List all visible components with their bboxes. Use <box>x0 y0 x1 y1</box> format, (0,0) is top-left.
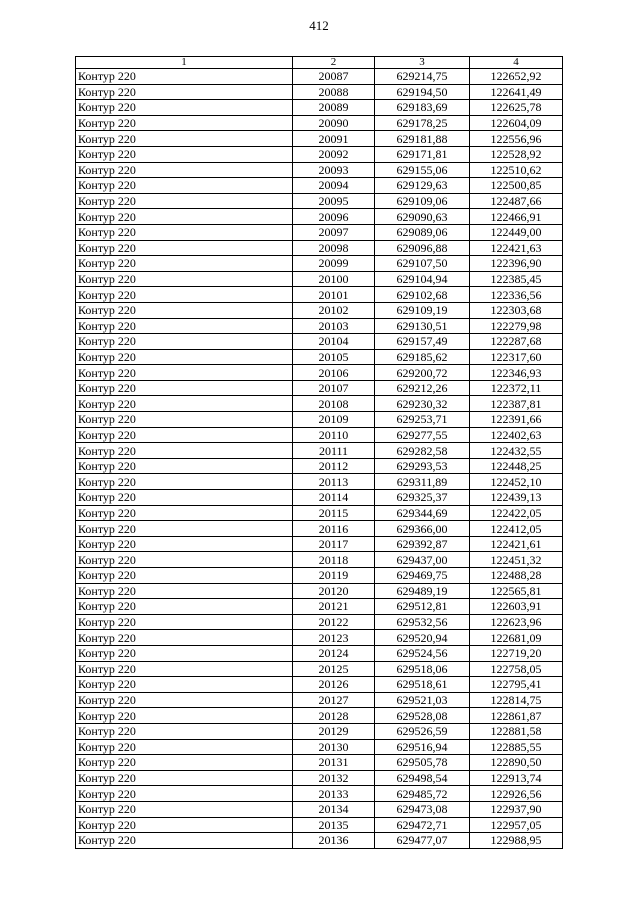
contour-name-cell: Контур 220 <box>76 256 293 272</box>
point-number-cell: 20088 <box>293 84 375 100</box>
point-number-cell: 20119 <box>293 568 375 584</box>
contour-name-cell: Контур 220 <box>76 614 293 630</box>
contour-name-cell: Контур 220 <box>76 443 293 459</box>
point-number-cell: 20098 <box>293 240 375 256</box>
x-coordinate-cell: 629089,06 <box>375 224 470 240</box>
table-row <box>76 739 563 755</box>
contour-name-cell: Контур 220 <box>76 302 293 318</box>
point-number-cell: 20092 <box>293 146 375 162</box>
header-col-1: 1 <box>76 57 293 69</box>
table-row <box>76 770 563 786</box>
table-row <box>76 521 563 537</box>
table-row <box>76 645 563 661</box>
contour-name-cell: Контур 220 <box>76 131 293 147</box>
contour-name-cell: Контур 220 <box>76 427 293 443</box>
contour-name-cell: Контур 220 <box>76 817 293 833</box>
y-coordinate-cell: 122603,91 <box>470 599 563 615</box>
point-number-cell: 20122 <box>293 614 375 630</box>
table-row <box>76 583 563 599</box>
point-number-cell: 20125 <box>293 661 375 677</box>
table-row <box>76 630 563 646</box>
x-coordinate-cell: 629157,49 <box>375 334 470 350</box>
x-coordinate-cell: 629200,72 <box>375 365 470 381</box>
point-number-cell: 20099 <box>293 256 375 272</box>
contour-name-cell: Контур 220 <box>76 505 293 521</box>
x-coordinate-cell: 629090,63 <box>375 209 470 225</box>
point-number-cell: 20100 <box>293 271 375 287</box>
contour-name-cell: Контур 220 <box>76 770 293 786</box>
table-row <box>76 833 563 849</box>
point-number-cell: 20126 <box>293 677 375 693</box>
table-row <box>76 193 563 209</box>
point-number-cell: 20128 <box>293 708 375 724</box>
table-row <box>76 490 563 506</box>
x-coordinate-cell: 629498,54 <box>375 770 470 786</box>
contour-name-cell: Контур 220 <box>76 521 293 537</box>
point-number-cell: 20117 <box>293 536 375 552</box>
y-coordinate-cell: 122937,90 <box>470 801 563 817</box>
y-coordinate-cell: 122391,66 <box>470 412 563 428</box>
x-coordinate-cell: 629194,50 <box>375 84 470 100</box>
table-row <box>76 162 563 178</box>
contour-name-cell: Контур 220 <box>76 84 293 100</box>
y-coordinate-cell: 122387,81 <box>470 396 563 412</box>
point-number-cell: 20095 <box>293 193 375 209</box>
table-row <box>76 318 563 334</box>
table-row <box>76 84 563 100</box>
table-row <box>76 146 563 162</box>
y-coordinate-cell: 122604,09 <box>470 115 563 131</box>
point-number-cell: 20108 <box>293 396 375 412</box>
contour-name-cell: Контур 220 <box>76 786 293 802</box>
contour-name-cell: Контур 220 <box>76 396 293 412</box>
contour-name-cell: Контур 220 <box>76 645 293 661</box>
point-number-cell: 20103 <box>293 318 375 334</box>
x-coordinate-cell: 629171,81 <box>375 146 470 162</box>
contour-name-cell: Контур 220 <box>76 692 293 708</box>
table-row <box>76 474 563 490</box>
contour-name-cell: Контур 220 <box>76 380 293 396</box>
coordinates-table <box>75 56 563 849</box>
table-row <box>76 178 563 194</box>
y-coordinate-cell: 122279,98 <box>470 318 563 334</box>
x-coordinate-cell: 629516,94 <box>375 739 470 755</box>
contour-name-cell: Контур 220 <box>76 193 293 209</box>
y-coordinate-cell: 122336,56 <box>470 287 563 303</box>
y-coordinate-cell: 122528,92 <box>470 146 563 162</box>
contour-name-cell: Контур 220 <box>76 599 293 615</box>
contour-name-cell: Контур 220 <box>76 490 293 506</box>
y-coordinate-cell: 122758,05 <box>470 661 563 677</box>
contour-name-cell: Контур 220 <box>76 365 293 381</box>
x-coordinate-cell: 629282,58 <box>375 443 470 459</box>
contour-name-cell: Контур 220 <box>76 833 293 849</box>
y-coordinate-cell: 122988,95 <box>470 833 563 849</box>
x-coordinate-cell: 629472,71 <box>375 817 470 833</box>
contour-name-cell: Контур 220 <box>76 334 293 350</box>
y-coordinate-cell: 122396,90 <box>470 256 563 272</box>
x-coordinate-cell: 629181,88 <box>375 131 470 147</box>
contour-name-cell: Контур 220 <box>76 287 293 303</box>
table-row <box>76 271 563 287</box>
x-coordinate-cell: 629230,32 <box>375 396 470 412</box>
table-row <box>76 334 563 350</box>
x-coordinate-cell: 629532,56 <box>375 614 470 630</box>
x-coordinate-cell: 629325,37 <box>375 490 470 506</box>
y-coordinate-cell: 122466,91 <box>470 209 563 225</box>
y-coordinate-cell: 122681,09 <box>470 630 563 646</box>
y-coordinate-cell: 122287,68 <box>470 334 563 350</box>
x-coordinate-cell: 629104,94 <box>375 271 470 287</box>
point-number-cell: 20131 <box>293 755 375 771</box>
point-number-cell: 20129 <box>293 723 375 739</box>
contour-name-cell: Контур 220 <box>76 224 293 240</box>
contour-name-cell: Контур 220 <box>76 630 293 646</box>
table-row <box>76 708 563 724</box>
point-number-cell: 20111 <box>293 443 375 459</box>
y-coordinate-cell: 122623,96 <box>470 614 563 630</box>
y-coordinate-cell: 122957,05 <box>470 817 563 833</box>
point-number-cell: 20112 <box>293 458 375 474</box>
contour-name-cell: Контур 220 <box>76 209 293 225</box>
x-coordinate-cell: 629526,59 <box>375 723 470 739</box>
table-row <box>76 427 563 443</box>
x-coordinate-cell: 629214,75 <box>375 69 470 85</box>
point-number-cell: 20127 <box>293 692 375 708</box>
contour-name-cell: Контур 220 <box>76 723 293 739</box>
point-number-cell: 20106 <box>293 365 375 381</box>
contour-name-cell: Контур 220 <box>76 69 293 85</box>
table-row <box>76 614 563 630</box>
contour-name-cell: Контур 220 <box>76 349 293 365</box>
table-row <box>76 599 563 615</box>
table-row <box>76 131 563 147</box>
point-number-cell: 20102 <box>293 302 375 318</box>
x-coordinate-cell: 629102,68 <box>375 287 470 303</box>
y-coordinate-cell: 122861,87 <box>470 708 563 724</box>
y-coordinate-cell: 122317,60 <box>470 349 563 365</box>
contour-name-cell: Контур 220 <box>76 115 293 131</box>
point-number-cell: 20109 <box>293 412 375 428</box>
x-coordinate-cell: 629524,56 <box>375 645 470 661</box>
table-row <box>76 536 563 552</box>
table-row <box>76 209 563 225</box>
x-coordinate-cell: 629366,00 <box>375 521 470 537</box>
table-row <box>76 69 563 85</box>
contour-name-cell: Контур 220 <box>76 536 293 552</box>
table-row <box>76 256 563 272</box>
table-row <box>76 443 563 459</box>
x-coordinate-cell: 629109,19 <box>375 302 470 318</box>
y-coordinate-cell: 122449,00 <box>470 224 563 240</box>
contour-name-cell: Контур 220 <box>76 100 293 116</box>
x-coordinate-cell: 629096,88 <box>375 240 470 256</box>
y-coordinate-cell: 122385,45 <box>470 271 563 287</box>
x-coordinate-cell: 629528,08 <box>375 708 470 724</box>
point-number-cell: 20089 <box>293 100 375 116</box>
x-coordinate-cell: 629344,69 <box>375 505 470 521</box>
y-coordinate-cell: 122881,58 <box>470 723 563 739</box>
table-row <box>76 349 563 365</box>
contour-name-cell: Контур 220 <box>76 271 293 287</box>
point-number-cell: 20091 <box>293 131 375 147</box>
contour-name-cell: Контур 220 <box>76 474 293 490</box>
point-number-cell: 20104 <box>293 334 375 350</box>
x-coordinate-cell: 629485,72 <box>375 786 470 802</box>
x-coordinate-cell: 629477,07 <box>375 833 470 849</box>
header-col-4: 4 <box>470 57 563 69</box>
point-number-cell: 20118 <box>293 552 375 568</box>
table-row <box>76 302 563 318</box>
y-coordinate-cell: 122412,05 <box>470 521 563 537</box>
y-coordinate-cell: 122346,93 <box>470 365 563 381</box>
y-coordinate-cell: 122421,63 <box>470 240 563 256</box>
contour-name-cell: Контур 220 <box>76 583 293 599</box>
table-row <box>76 723 563 739</box>
contour-name-cell: Контур 220 <box>76 240 293 256</box>
table-row <box>76 412 563 428</box>
point-number-cell: 20094 <box>293 178 375 194</box>
x-coordinate-cell: 629293,53 <box>375 458 470 474</box>
table-row <box>76 115 563 131</box>
x-coordinate-cell: 629277,55 <box>375 427 470 443</box>
y-coordinate-cell: 122432,55 <box>470 443 563 459</box>
contour-name-cell: Контур 220 <box>76 318 293 334</box>
y-coordinate-cell: 122452,10 <box>470 474 563 490</box>
y-coordinate-cell: 122500,85 <box>470 178 563 194</box>
y-coordinate-cell: 122719,20 <box>470 645 563 661</box>
y-coordinate-cell: 122795,41 <box>470 677 563 693</box>
x-coordinate-cell: 629109,06 <box>375 193 470 209</box>
point-number-cell: 20110 <box>293 427 375 443</box>
table-row <box>76 100 563 116</box>
table-row <box>76 786 563 802</box>
table-row <box>76 692 563 708</box>
point-number-cell: 20124 <box>293 645 375 661</box>
contour-name-cell: Контур 220 <box>76 412 293 428</box>
point-number-cell: 20115 <box>293 505 375 521</box>
contour-name-cell: Контур 220 <box>76 552 293 568</box>
table-row <box>76 677 563 693</box>
x-coordinate-cell: 629473,08 <box>375 801 470 817</box>
x-coordinate-cell: 629155,06 <box>375 162 470 178</box>
point-number-cell: 20121 <box>293 599 375 615</box>
header-col-3: 3 <box>375 57 470 69</box>
table-row <box>76 661 563 677</box>
point-number-cell: 20120 <box>293 583 375 599</box>
y-coordinate-cell: 122422,05 <box>470 505 563 521</box>
y-coordinate-cell: 122556,96 <box>470 131 563 147</box>
point-number-cell: 20087 <box>293 69 375 85</box>
x-coordinate-cell: 629512,81 <box>375 599 470 615</box>
point-number-cell: 20116 <box>293 521 375 537</box>
point-number-cell: 20090 <box>293 115 375 131</box>
table-row <box>76 224 563 240</box>
y-coordinate-cell: 122885,55 <box>470 739 563 755</box>
x-coordinate-cell: 629469,75 <box>375 568 470 584</box>
x-coordinate-cell: 629253,71 <box>375 412 470 428</box>
y-coordinate-cell: 122451,32 <box>470 552 563 568</box>
x-coordinate-cell: 629437,00 <box>375 552 470 568</box>
x-coordinate-cell: 629130,51 <box>375 318 470 334</box>
point-number-cell: 20136 <box>293 833 375 849</box>
table-row <box>76 240 563 256</box>
contour-name-cell: Контур 220 <box>76 708 293 724</box>
y-coordinate-cell: 122421,61 <box>470 536 563 552</box>
point-number-cell: 20114 <box>293 490 375 506</box>
y-coordinate-cell: 122641,49 <box>470 84 563 100</box>
contour-name-cell: Контур 220 <box>76 661 293 677</box>
point-number-cell: 20113 <box>293 474 375 490</box>
table-row <box>76 552 563 568</box>
y-coordinate-cell: 122303,68 <box>470 302 563 318</box>
table-row <box>76 396 563 412</box>
x-coordinate-cell: 629520,94 <box>375 630 470 646</box>
x-coordinate-cell: 629183,69 <box>375 100 470 116</box>
point-number-cell: 20097 <box>293 224 375 240</box>
table-row <box>76 505 563 521</box>
header-col-2: 2 <box>293 57 375 69</box>
table-row <box>76 380 563 396</box>
table-row <box>76 287 563 303</box>
table-header <box>76 57 563 69</box>
y-coordinate-cell: 122890,50 <box>470 755 563 771</box>
x-coordinate-cell: 629185,62 <box>375 349 470 365</box>
point-number-cell: 20133 <box>293 786 375 802</box>
table-row <box>76 568 563 584</box>
table-row <box>76 458 563 474</box>
x-coordinate-cell: 629178,25 <box>375 115 470 131</box>
point-number-cell: 20101 <box>293 287 375 303</box>
point-number-cell: 20105 <box>293 349 375 365</box>
y-coordinate-cell: 122565,81 <box>470 583 563 599</box>
y-coordinate-cell: 122913,74 <box>470 770 563 786</box>
x-coordinate-cell: 629489,19 <box>375 583 470 599</box>
y-coordinate-cell: 122448,25 <box>470 458 563 474</box>
y-coordinate-cell: 122652,92 <box>470 69 563 85</box>
y-coordinate-cell: 122926,56 <box>470 786 563 802</box>
y-coordinate-cell: 122814,75 <box>470 692 563 708</box>
point-number-cell: 20107 <box>293 380 375 396</box>
contour-name-cell: Контур 220 <box>76 755 293 771</box>
x-coordinate-cell: 629518,61 <box>375 677 470 693</box>
contour-name-cell: Контур 220 <box>76 677 293 693</box>
point-number-cell: 20093 <box>293 162 375 178</box>
x-coordinate-cell: 629518,06 <box>375 661 470 677</box>
y-coordinate-cell: 122510,62 <box>470 162 563 178</box>
x-coordinate-cell: 629521,03 <box>375 692 470 708</box>
point-number-cell: 20096 <box>293 209 375 225</box>
page-number: 412 <box>309 18 329 33</box>
point-number-cell: 20132 <box>293 770 375 786</box>
y-coordinate-cell: 122372,11 <box>470 380 563 396</box>
y-coordinate-cell: 122402,63 <box>470 427 563 443</box>
x-coordinate-cell: 629311,89 <box>375 474 470 490</box>
x-coordinate-cell: 629212,26 <box>375 380 470 396</box>
point-number-cell: 20135 <box>293 817 375 833</box>
point-number-cell: 20134 <box>293 801 375 817</box>
contour-name-cell: Контур 220 <box>76 458 293 474</box>
x-coordinate-cell: 629129,63 <box>375 178 470 194</box>
point-number-cell: 20130 <box>293 739 375 755</box>
table-row <box>76 755 563 771</box>
y-coordinate-cell: 122487,66 <box>470 193 563 209</box>
y-coordinate-cell: 122625,78 <box>470 100 563 116</box>
contour-name-cell: Контур 220 <box>76 146 293 162</box>
header-row <box>76 57 563 69</box>
table-row <box>76 365 563 381</box>
point-number-cell: 20123 <box>293 630 375 646</box>
y-coordinate-cell: 122439,13 <box>470 490 563 506</box>
contour-name-cell: Контур 220 <box>76 178 293 194</box>
x-coordinate-cell: 629392,87 <box>375 536 470 552</box>
x-coordinate-cell: 629107,50 <box>375 256 470 272</box>
table-row <box>76 801 563 817</box>
y-coordinate-cell: 122488,28 <box>470 568 563 584</box>
contour-name-cell: Контур 220 <box>76 162 293 178</box>
contour-name-cell: Контур 220 <box>76 801 293 817</box>
table-body <box>76 69 563 849</box>
contour-name-cell: Контур 220 <box>76 739 293 755</box>
x-coordinate-cell: 629505,78 <box>375 755 470 771</box>
table-row <box>76 817 563 833</box>
contour-name-cell: Контур 220 <box>76 568 293 584</box>
